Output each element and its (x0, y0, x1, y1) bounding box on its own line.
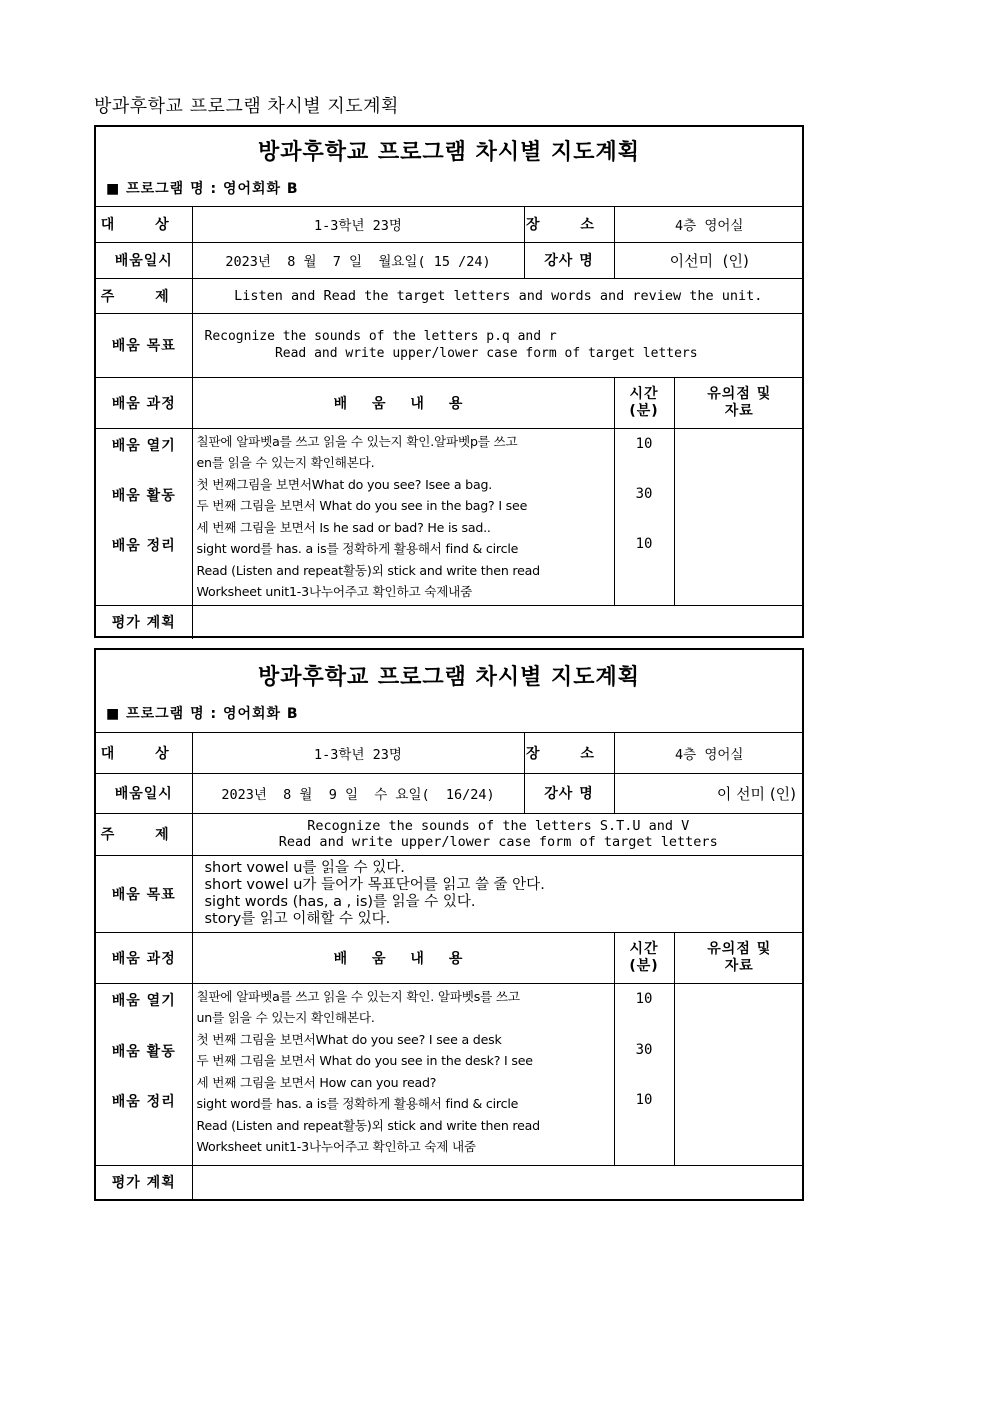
notes-cell (674, 428, 804, 605)
content-line: 첫 번째그림을 보면서What do you see? Isee a bag. (196, 476, 493, 492)
content-line: Worksheet unit1-3나누어주고 확인하고 숙제내줌 (196, 584, 473, 599)
content-line: 세 번째 그림을 보면서 Is he sad or bad? He is sad.. (196, 519, 491, 535)
topic-value: Listen and Read the target letters and words and review the unit. (192, 278, 804, 313)
notes-cell (674, 983, 804, 1165)
page-title: 방과후학교 프로그램 차시별 지도계획 (94, 96, 399, 117)
time-close: 10 (635, 535, 653, 552)
goal-value (192, 855, 804, 932)
time-open: 10 (635, 435, 653, 452)
topic-label: 주 제 (96, 813, 192, 855)
time-activity: 30 (635, 485, 653, 502)
content-line: Read (Listen and repeat활동)외 stick and write then read (196, 562, 540, 578)
date-value: 2023년 8 월 9 일 수 요일( 16/24) (192, 773, 524, 813)
goal-label: 배움 목표 (96, 855, 192, 932)
notes-header-line: 자료 (724, 402, 754, 419)
lesson-plan-1 (94, 125, 804, 638)
content-cell (192, 983, 614, 1165)
process-label: 배움 과정 (96, 932, 192, 983)
goal-line: short vowel u가 들어가 목표단어를 읽고 쓸 줄 안다. (204, 876, 545, 893)
content-line: Worksheet unit1-3나누어주고 확인하고 숙제 내줌 (196, 1139, 476, 1154)
content-header: 배 움 내 용 (192, 377, 614, 428)
target-label: 대 상 (96, 733, 192, 773)
time-header (614, 377, 674, 428)
stage-activity: 배움 활동 (111, 1043, 176, 1060)
goal-value (192, 313, 804, 377)
stage-column (96, 428, 192, 605)
content-line: 칠판에 알파벳a를 쓰고 읽을 수 있는지 확인. 알파벳s를 쓰고 (196, 988, 520, 1004)
goal-label: 배움 목표 (96, 313, 192, 377)
evaluation-value (192, 1165, 804, 1199)
evaluation-label: 평가 계획 (96, 1165, 192, 1199)
time-activity: 30 (635, 1041, 653, 1058)
time-header-line: 시간 (629, 940, 659, 957)
notes-header (674, 932, 804, 983)
goal-line: story를 읽고 이해할 수 있다. (204, 910, 391, 927)
content-line: sight word를 has. a is를 정확하게 활용해서 find & circle (196, 1096, 519, 1111)
teacher-value: 이선미 (인) (614, 242, 804, 278)
content-header: 배 움 내 용 (192, 932, 614, 983)
content-line: sight word를 has. a is를 정확하게 활용해서 find & circle (196, 541, 519, 556)
content-line: en를 읽을 수 있는지 확인해본다. (196, 455, 375, 470)
place-value: 4층 영어실 (614, 207, 804, 242)
time-header-line: (분) (629, 402, 659, 419)
content-line: 세 번째 그림을 보면서 How can you read? (196, 1074, 437, 1090)
program-name: ■ 프로그램 명 : 영어회화 B (106, 706, 299, 722)
notes-header (674, 377, 804, 428)
content-line: 첫 번째 그림을 보면서What do you see? I see a desk (196, 1031, 502, 1047)
content-line: 두 번째 그림을 보면서 What do you see in the bag? I see (196, 498, 528, 513)
program-name: ■ 프로그램 명 : 영어회화 B (106, 181, 299, 197)
date-label: 배움일시 (96, 773, 192, 813)
stage-open: 배움 열기 (111, 437, 176, 454)
target-label: 대 상 (96, 207, 192, 242)
content-cell (192, 428, 614, 605)
plan-table (96, 733, 804, 1199)
plan-title: 방과후학교 프로그램 차시별 지도계획 (257, 665, 640, 690)
target-value: 1-3학년 23명 (192, 207, 524, 242)
teacher-label: 강사 명 (524, 242, 614, 278)
notes-header-line: 자료 (724, 957, 754, 974)
time-column (614, 428, 674, 605)
time-header-line: (분) (629, 957, 659, 974)
notes-header-line: 유의점 및 (707, 940, 772, 957)
date-label: 배움일시 (96, 242, 192, 278)
target-value: 1-3학년 23명 (192, 733, 524, 773)
teacher-label: 강사 명 (524, 773, 614, 813)
stage-open: 배움 열기 (111, 992, 176, 1009)
time-column (614, 983, 674, 1165)
content-line: 두 번째 그림을 보면서 What do you see in the desk? I see (196, 1053, 533, 1068)
time-close: 10 (635, 1091, 653, 1108)
time-header (614, 932, 674, 983)
lesson-plan-2 (94, 648, 804, 1201)
place-label: 장 소 (524, 207, 614, 242)
notes-header-line: 유의점 및 (707, 385, 772, 402)
goal-line: Recognize the sounds of the letters p.q and r (204, 329, 557, 344)
place-label: 장 소 (524, 733, 614, 773)
evaluation-value (192, 605, 804, 639)
process-label: 배움 과정 (96, 377, 192, 428)
stage-close: 배움 정리 (111, 1093, 176, 1110)
plan-header (96, 127, 802, 207)
teacher-value: 이 선미 (인) (614, 773, 804, 813)
place-value: 4층 영어실 (614, 733, 804, 773)
content-line: Read (Listen and repeat활동)외 stick and write then read (196, 1117, 540, 1133)
content-line: un를 읽을 수 있는지 확인해본다. (196, 1010, 375, 1025)
goal-line: Read and write upper/lower case form of target letters (204, 346, 698, 361)
time-open: 10 (635, 990, 653, 1007)
topic-label: 주 제 (96, 278, 192, 313)
stage-activity: 배움 활동 (111, 487, 176, 504)
plan-table (96, 207, 804, 639)
goal-line: sight words (has, a , is)를 읽을 수 있다. (204, 893, 476, 910)
time-header-line: 시간 (629, 385, 659, 402)
evaluation-label: 평가 계획 (96, 605, 192, 639)
goal-line: short vowel u를 읽을 수 있다. (204, 859, 405, 876)
plan-header (96, 650, 802, 733)
stage-close: 배움 정리 (111, 537, 176, 554)
topic-line: Read and write upper/lower case form of target letters (278, 834, 718, 850)
plan-title: 방과후학교 프로그램 차시별 지도계획 (257, 140, 640, 165)
topic-line: Recognize the sounds of the letters S.T.U and V (307, 818, 690, 834)
stage-column (96, 983, 192, 1165)
content-line: 칠판에 알파벳a를 쓰고 읽을 수 있는지 확인.알파벳p를 쓰고 (196, 433, 518, 449)
topic-value (192, 813, 804, 855)
date-value: 2023년 8 월 7 일 월요일( 15 /24) (192, 242, 524, 278)
